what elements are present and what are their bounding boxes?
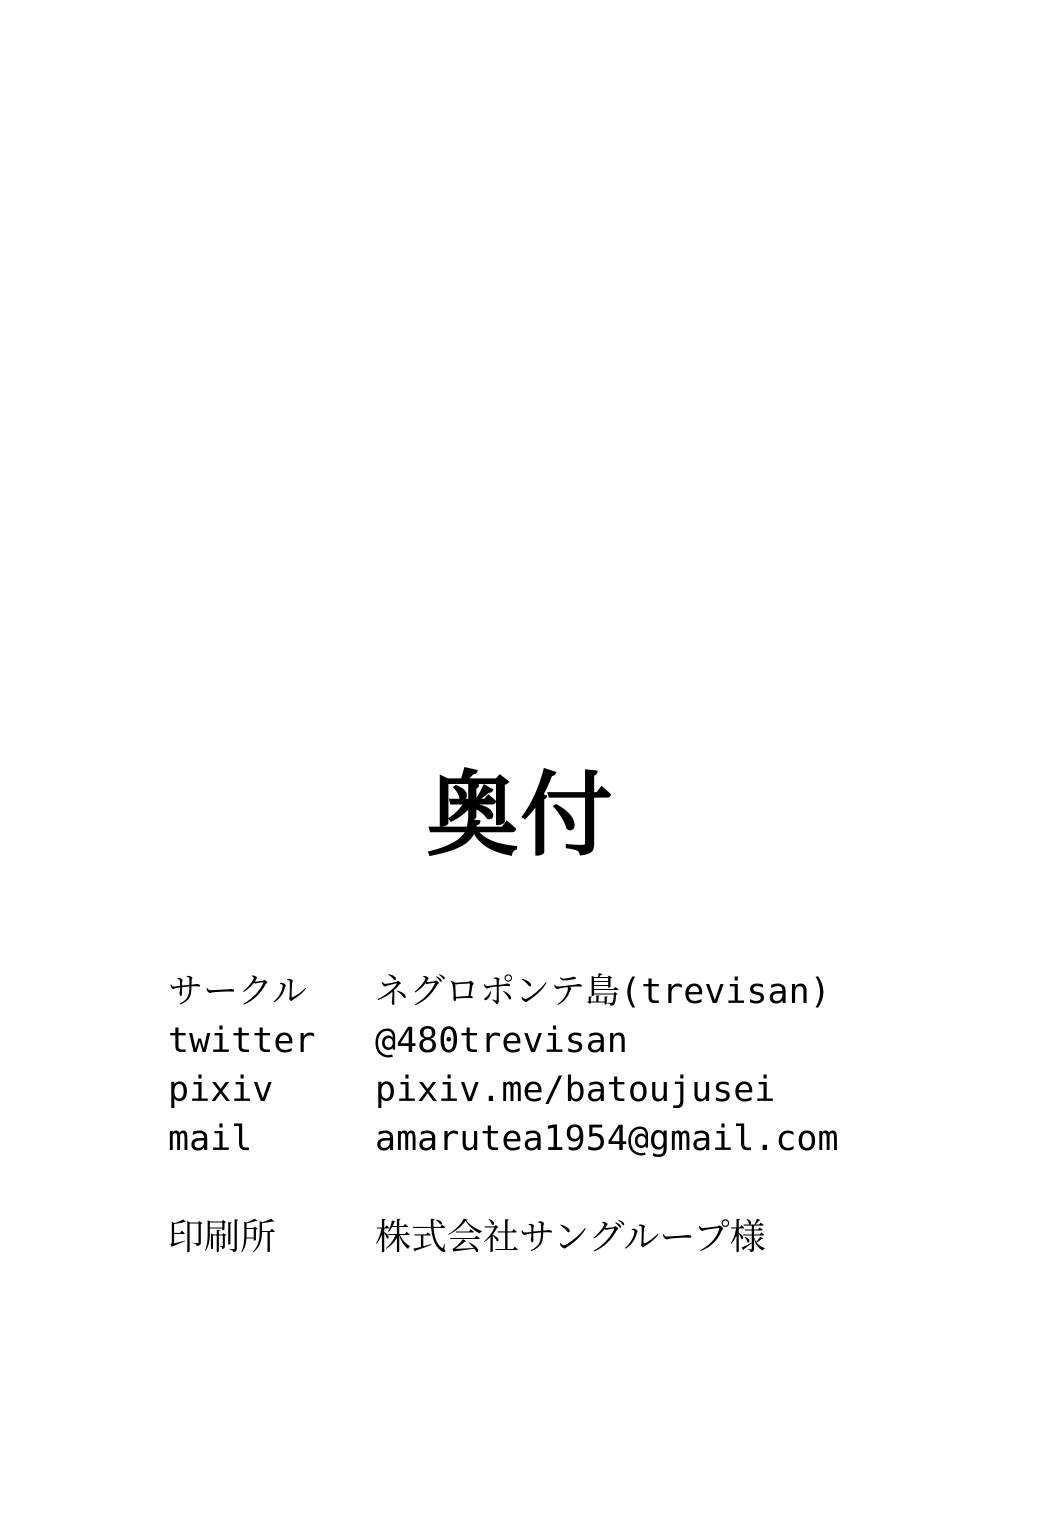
mail-label: mail	[168, 1119, 253, 1159]
circle-label: サークル	[168, 972, 307, 1012]
twitter-value: @480trevisan	[375, 1021, 628, 1061]
printer-info	[168, 1212, 968, 1264]
list-item	[168, 1115, 968, 1164]
list-item	[168, 1017, 968, 1066]
page-title: 奥付	[426, 762, 615, 869]
pixiv-value: pixiv.me/batoujusei	[375, 1070, 776, 1110]
mail-value: amarutea1954@gmail.com	[375, 1119, 839, 1159]
twitter-label: twitter	[168, 1021, 316, 1061]
list-item	[168, 1212, 968, 1264]
printer-label: 印刷所	[168, 1217, 277, 1258]
pixiv-label: pixiv	[168, 1070, 274, 1110]
circle-value: ネグロポンテ島(trevisan)	[375, 972, 831, 1012]
credits-list	[168, 968, 968, 1164]
printer-value: 株式会社サングループ様	[375, 1217, 766, 1258]
list-item	[168, 968, 968, 1017]
list-item	[168, 1066, 968, 1115]
